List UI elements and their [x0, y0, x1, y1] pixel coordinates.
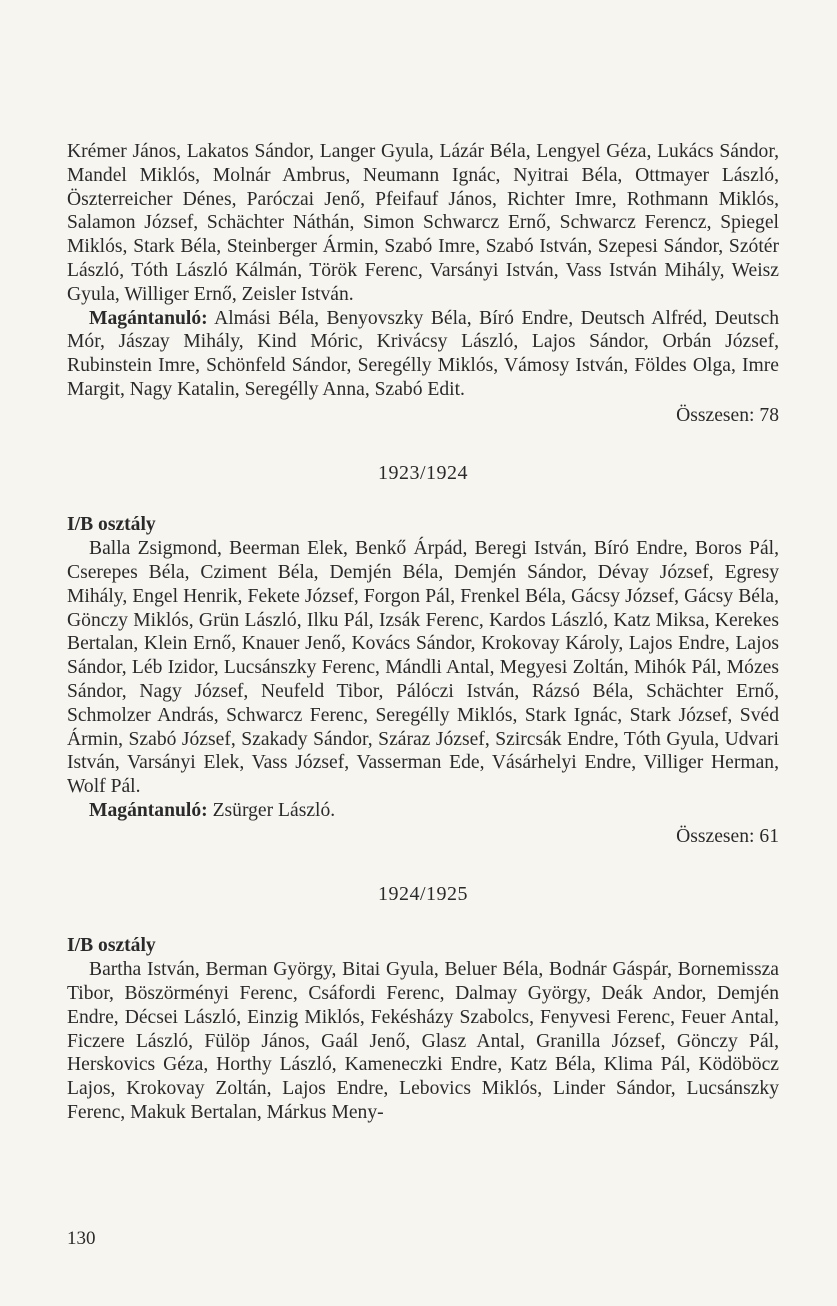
- student-list-continued: Krémer János, Lakatos Sándor, Langer Gyula, Lázár Béla, Lengyel Géza, Lukács Sándor, Mandel Miklós, Molnár Ambrus, Neumann Ignác, Nyitrai Béla, Ottmayer László, Öszterreicher Dénes, Paróczai Jenő, Pfeifauf János, Richter Imre, Rothmann Miklós, Salamon József, Schächter Náthán, Simon Schwarcz Ernő, Schwarcz Ferencz, Spiegel Miklós, Stark Béla, Steinberger Ármin, Szabó Imre, Szabó István, Szepesi Sándor, Szótér László, Tóth László Kálmán, Török Ferenc, Varsányi István, Vass István Mihály, Weisz Gyula, Williger Ernő, Zeisler István.: [67, 141, 779, 305]
- private-label: Magántanuló:: [89, 307, 208, 329]
- private-students-paragraph: [67, 799, 779, 823]
- page-number: 130: [67, 1228, 96, 1249]
- total-count: Összesen: 78: [676, 404, 779, 426]
- school-year-heading: 1924/1925: [377, 882, 469, 905]
- school-year-heading: 1923/1924: [377, 461, 469, 484]
- class-title: I/B osztály: [67, 514, 156, 536]
- student-list: Bartha István, Berman György, Bitai Gyula, Beluer Béla, Bodnár Gáspár, Bornemissza Tibor, Böszörményi Ferenc, Csáfordi Ferenc, Dalmay György, Deák Andor, Demjén Endre, Décsei László, Einzig Miklós, Fekésházy Szabolcs, Fenyvesi Ferenc, Feuer Antal, Ficzere László, Fülöp János, Gaál Jenő, Glasz Antal, Granilla József, Gönczy Pál, Herskovics Géza, Horthy László, Kameneczki Endre, Katz Béla, Klima Pál, Ködöböcz Lajos, Krokovay Zoltán, Lajos Endre, Lebovics Miklós, Linder Sándor, Lucsánszky Ferenc, Makuk Bertalan, Márkus Meny-: [67, 959, 779, 1123]
- private-students-list: Almási Béla, Benyovszky Béla, Bíró Endre, Deutsch Alfréd, Deutsch Mór, Jászay Mihály, Kind Móric, Krivácsy László, Lajos Sándor, Orbán József, Rubinstein Imre, Schönfeld Sándor, Seregélly Miklós, Vámosy István, Földes Olga, Imre Margit, Nagy Katalin, Seregélly Anna, Szabó Edit.: [67, 307, 779, 400]
- private-students-paragraph: [67, 307, 779, 402]
- student-list: Balla Zsigmond, Beerman Elek, Benkő Árpád, Beregi István, Bíró Endre, Boros Pál, Cserepes Béla, Cziment Béla, Demjén Béla, Demjén Sándor, Dévay József, Egresy Mihály, Engel Henrik, Fekete József, Forgon Pál, Frenkel Béla, Gácsy József, Gácsy Béla, Gönczy Miklós, Grün László, Ilku Pál, Izsák Ferenc, Kardos László, Katz Miksa, Kerekes Bertalan, Klein Ernő, Knauer Jenő, Kovács Sándor, Krokovay Károly, Lajos Endre, Lajos Sándor, Léb Izidor, Lucsánszky Ferenc, Mándli Antal, Megyesi Zoltán, Mihók Pál, Mózes Sándor, Nagy József, Neufeld Tibor, Pálóczi István, Rázsó Béla, Schächter Ernő, Schmolzer András, Schwarcz Ferenc, Seregélly Miklós, Stark Ignác, Stark József, Svéd Ármin, Szabó József, Szakady Sándor, Száraz József, Szircsák Endre, Tóth Gyula, Udvari István, Varsányi Elek, Vass József, Vasserman Ede, Vásárhelyi Endre, Villiger Herman, Wolf Pál.: [67, 538, 779, 798]
- total-count: Összesen: 61: [676, 825, 779, 847]
- private-label: Magántanuló:: [89, 799, 208, 821]
- class-title: I/B osztály: [67, 935, 156, 957]
- page-content: [67, 140, 779, 1125]
- private-students-list: Zsürger László.: [207, 799, 336, 821]
